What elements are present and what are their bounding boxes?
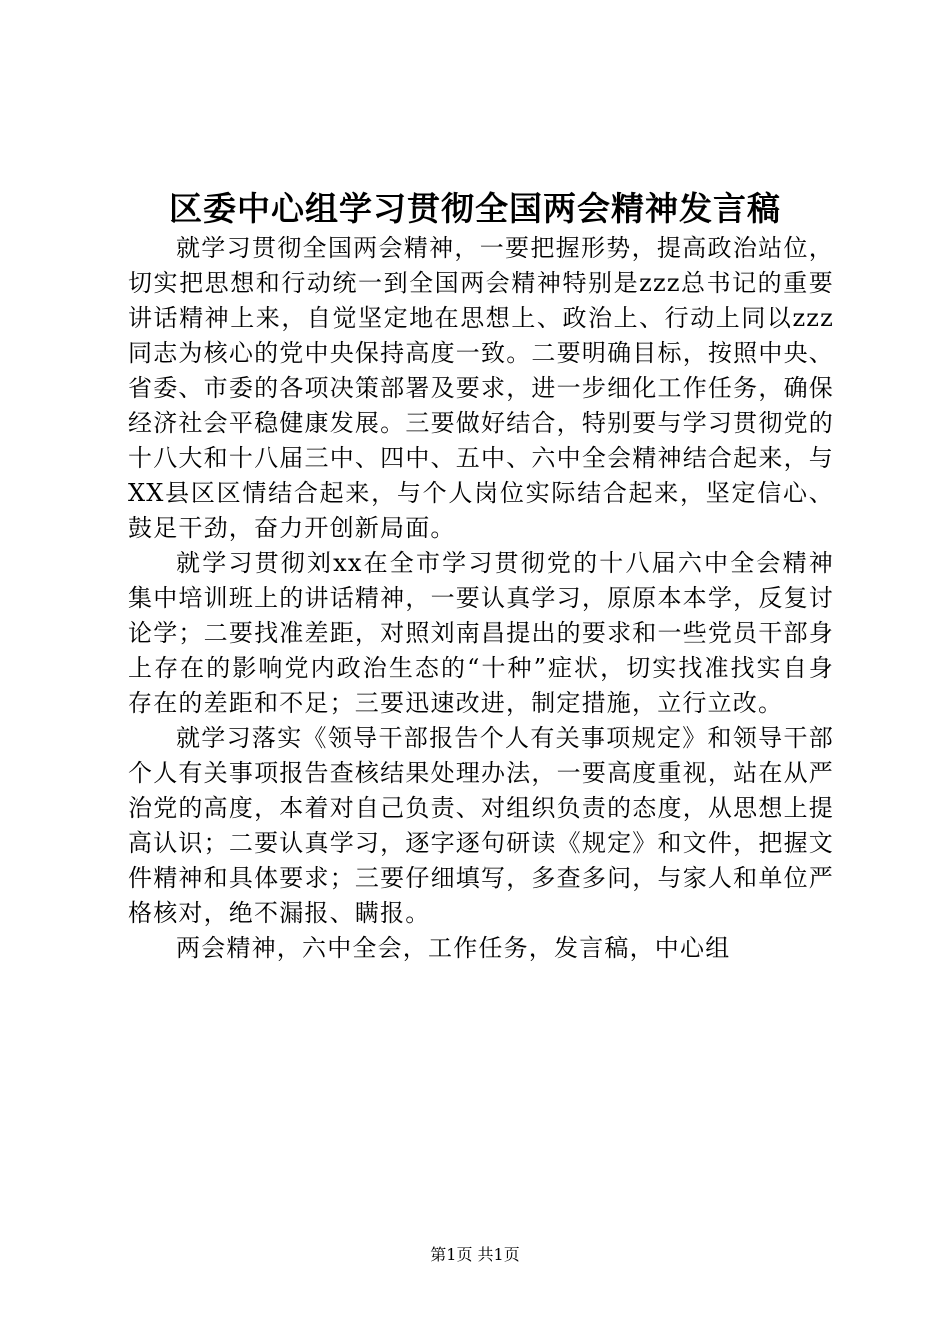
page-number-footer: 第1页 共1页 bbox=[430, 1245, 520, 1264]
document-title: 区委中心组学习贯彻全国两会精神发言稿 bbox=[169, 189, 781, 228]
paragraph-reporting-rules: 就学习落实《领导干部报告个人有关事项规定》和领导干部个人有关事项报告查核结果处理办法，一要高度重视，站在从严治党的高度，本着对自己负责、对组织负责的态度，从思想上提高认识；二要认真学习，逐字逐句研读《规定》和文件，把握文件精神和具体要求；三要仔细填写，多查多问，与家人和单位严格核对，绝不漏报、瞒报。 bbox=[128, 724, 834, 927]
paragraph-training-speech: 就学习贯彻刘xx在全市学习贯彻党的十八届六中全会精神集中培训班上的讲话精神，一要认真学习，原原本本学，反复讨论学；二要找准差距，对照刘南昌提出的要求和一些党员干部身上存在的影响党内政治生态的“十种”症状，切实找准找实自身存在的差距和不足；三要迅速改进，制定措施，立行立改。 bbox=[128, 549, 834, 717]
paragraph-two-sessions: 就学习贯彻全国两会精神，一要把握形势，提高政治站位，切实把思想和行动统一到全国两会精神特别是zzz总书记的重要讲话精神上来，自觉坚定地在思想上、政治上、行动上同以zzz同志为核心的党中央保持高度一致。二要明确目标，按照中央、省委、市委的各项决策部署及要求，进一步细化工作任务，确保经济社会平稳健康发展。三要做好结合，特别要与学习贯彻党的十八大和十八届三中、四中、五中、六中全会精神结合起来，与XX县区区情结合起来，与个人岗位实际结合起来，坚定信心、鼓足干劲，奋力开创新局面。 bbox=[128, 234, 834, 542]
paragraph-keywords: 两会精神，六中全会，工作任务，发言稿，中心组 bbox=[176, 934, 731, 962]
document-body bbox=[128, 231, 834, 966]
